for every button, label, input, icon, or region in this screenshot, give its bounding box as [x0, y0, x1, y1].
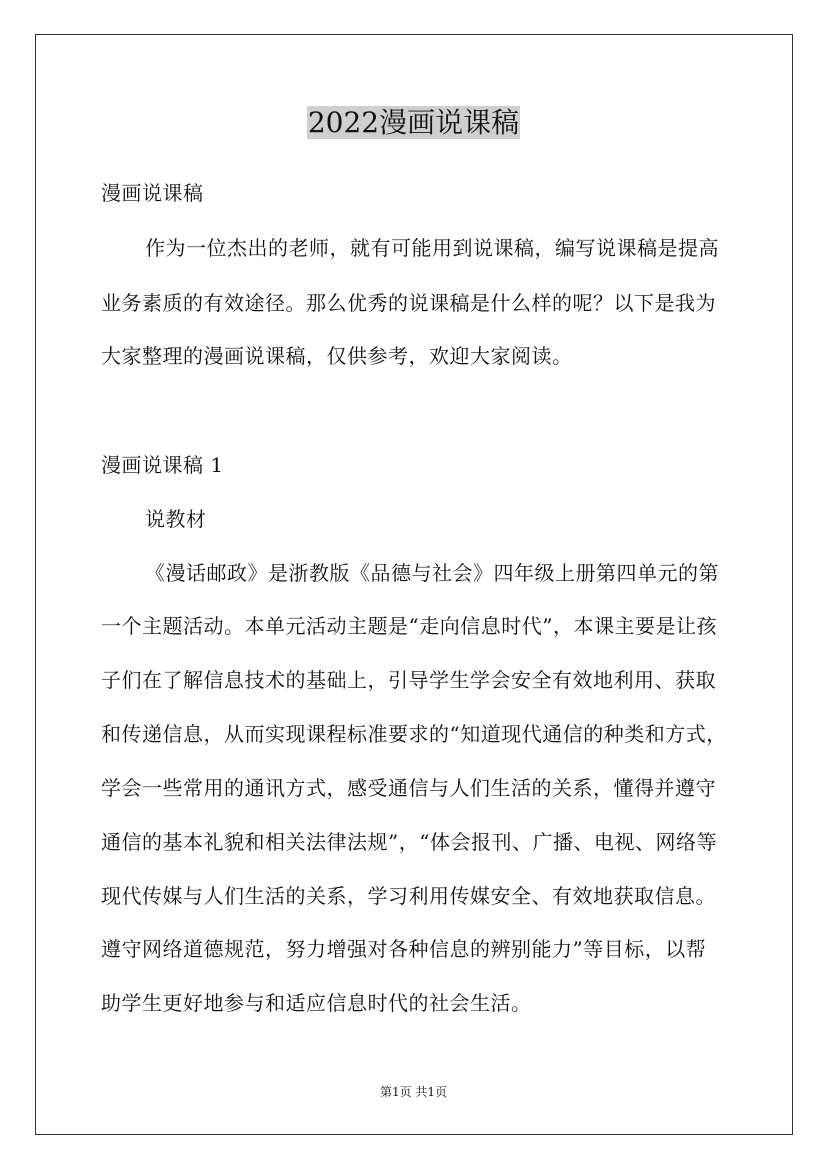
- body-line: 通信的基本礼貌和相关法律法规”，“体会报刊、广播、电视、网络等: [101, 830, 717, 854]
- body-line: 一个主题活动。本单元活动主题是“走向信息时代”，本课主要是让孩: [101, 614, 717, 638]
- document-title-text: 2022漫画说课稿: [307, 106, 520, 139]
- intro-line: 业务素质的有效途径。那么优秀的说课稿是什么样的呢？以下是我为: [101, 291, 716, 315]
- intro-line: 大家整理的漫画说课稿，仅供参考，欢迎大家阅读。: [101, 344, 573, 368]
- body-line: 子们在了解信息技术的基础上，引导学生学会安全有效地利用、获取: [101, 668, 716, 692]
- body-line: 和传递信息，从而实现课程标准要求的“知道现代通信的种类和方式，: [101, 722, 727, 746]
- body-line: 学会一些常用的通讯方式，感受通信与人们生活的关系，懂得并遵守: [101, 776, 716, 800]
- body-line: 遵守网络道德规范，努力增强对各种信息的辨别能力”等目标，以帮: [101, 937, 707, 961]
- body-line: 《漫话邮政》是浙教版《品德与社会》四年级上册第四单元的第: [145, 561, 719, 585]
- intro-line: 作为一位杰出的老师，就有可能用到说课稿，编写说课稿是提高: [145, 236, 719, 260]
- section-title: 漫画说课稿 1: [101, 453, 224, 477]
- page-footer: 第1页 共1页: [379, 1085, 448, 1099]
- body-line: 助学生更好地参与和适应信息时代的社会生活。: [101, 991, 532, 1015]
- document-heading: 漫画说课稿: [101, 181, 204, 205]
- subsection-title: 说教材: [145, 507, 207, 531]
- document-title: [0, 104, 827, 142]
- body-line: 现代传媒与人们生活的关系，学习利用传媒安全、有效地获取信息。: [101, 884, 716, 908]
